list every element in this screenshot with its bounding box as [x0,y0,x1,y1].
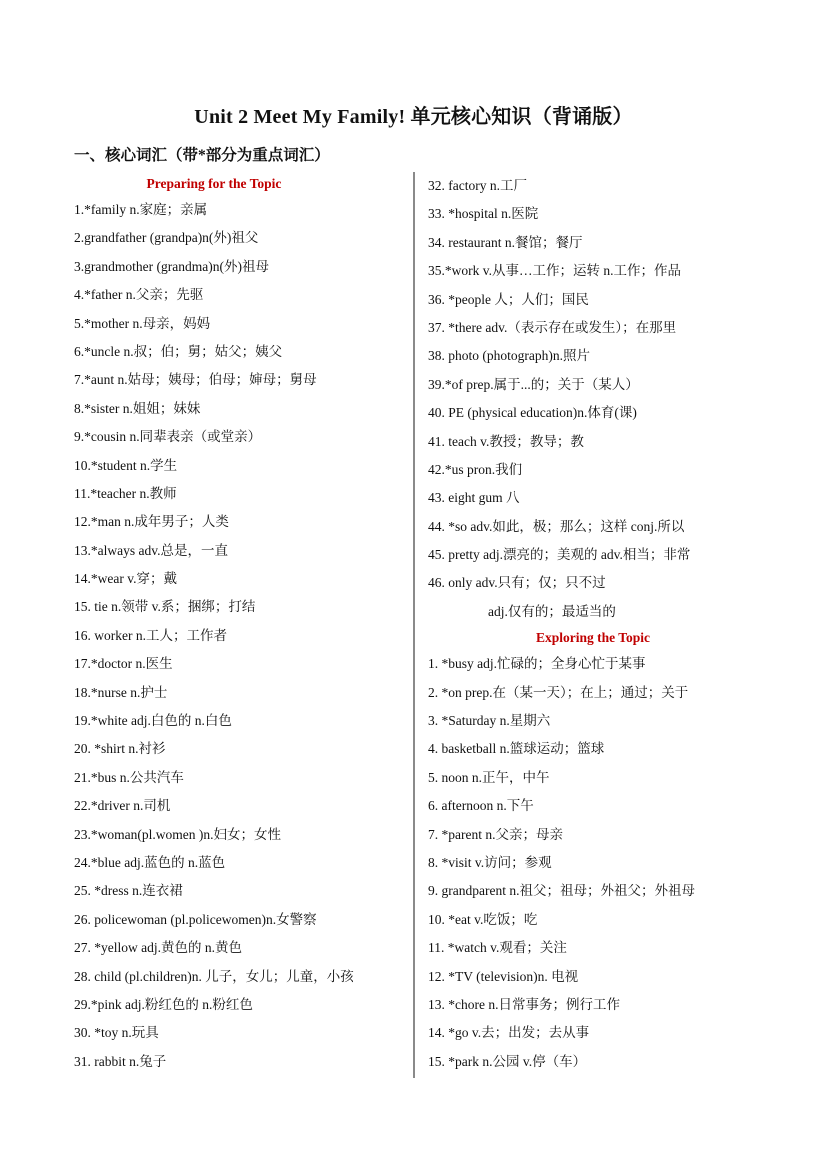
vocab-item: 37. *there adv.（表示存在或发生）；在那里 [428,319,677,335]
vocab-item: 46. only adv.只有；仅；只不过 [428,575,606,591]
vocab-list-left [74,196,404,1076]
vocab-item: 13.*always adv.总是，一直 [74,542,228,558]
vocab-item: 24.*blue adj.蓝色的 n.蓝色 [74,854,226,870]
vocab-item: 4. basketball n.篮球运动；篮球 [428,741,605,757]
vocab-item: 43. eight gum 八 [428,490,520,506]
vocab-item: 12.*man n.成年男子；人类 [74,514,229,530]
vocab-item: 13. *chore n.日常事务；例行工作 [428,996,620,1012]
left-column [74,172,404,1076]
vocab-list-right-b [428,650,758,1076]
vocab-item: 18.*nurse n.护士 [74,684,168,700]
vocab-item: 5. noon n.正午，中午 [428,769,550,785]
vocab-item: 12. *TV (television)n. 电视 [428,968,579,984]
subheading-exploring: Exploring the Topic [535,630,651,646]
vocab-list-right-a [428,172,758,626]
vocab-item: 7. *parent n.父亲；母亲 [428,826,563,842]
vocab-item: adj.仅有的；最适当的 [488,603,616,619]
vocab-item: 15. tie n.领带 v.系；捆绑；打结 [74,599,256,615]
vocab-item: 10. *eat v.吃饭；吃 [428,911,538,927]
vocab-item: 7.*aunt n.姑母；姨母；伯母；婶母；舅母 [74,372,317,388]
vocab-item: 27. *yellow adj.黄色的 n.黄色 [74,940,242,956]
vocab-item: 38. photo (photograph)n.照片 [428,348,590,364]
vocab-item: 20. *shirt n.衬衫 [74,741,166,757]
section-heading: 一、核心词汇（带*部分为重点词汇） [74,147,330,164]
vocab-item: 36. *people 人；人们；国民 [428,291,589,307]
vocab-item: 14.*wear v.穿；戴 [74,571,177,587]
vocab-item: 23.*woman(pl.women )n.妇女；女性 [74,826,281,842]
vocab-item: 3.grandmother (grandma)n(外)祖母 [74,258,269,274]
vocab-item: 41. teach v.教授；教导；教 [428,433,584,449]
vocab-item: 6.*uncle n.叔；伯；舅；姑父；姨父 [74,343,283,359]
vocab-item: 6. afternoon n.下午 [428,798,534,814]
vocab-item: 14. *go v.去；出发；去从事 [428,1025,590,1041]
document-title: Unit 2 Meet My Family! 单元核心知识（背诵版） [194,106,633,128]
vocab-item: 30. *toy n.玩具 [74,1025,159,1041]
vocab-item: 39.*of prep.属于...的；关于（某人） [428,376,639,392]
vocab-item: 33. *hospital n.医院 [428,206,539,222]
vocab-item: 35.*work v.从事…工作；运转 n.工作；作品 [428,263,681,279]
right-column [428,172,758,1076]
vocab-item: 42.*us pron.我们 [428,461,523,477]
vocab-item: 26. policewoman (pl.policewomen)n.女警察 [74,911,317,927]
vocab-item: 29.*pink adj.粉红色的 n.粉红色 [74,996,253,1012]
subheading-preparing: Preparing for the Topic [146,176,282,191]
vocab-item: 31. rabbit n.兔子 [74,1053,167,1069]
vocab-item: 19.*white adj.白色的 n.白色 [74,713,232,729]
vocab-item: 21.*bus n.公共汽车 [74,769,184,785]
vocab-item: 16. worker n.工人；工作者 [74,627,227,643]
vocab-item: 15. *park n.公园 v.停（车） [428,1053,587,1069]
vocab-item: 22.*driver n.司机 [74,798,171,814]
vocab-item: 32. factory n.工厂 [428,178,527,193]
vocab-item: 2.grandfather (grandpa)n(外)祖父 [74,230,259,246]
vocab-item: 11.*teacher n.教师 [74,485,177,501]
vocab-item: 11. *watch v.观看；关注 [428,940,567,956]
vocab-item: 1. *busy adj.忙碌的；全身心忙于某事 [428,656,646,672]
vocab-item: 45. pretty adj.漂亮的；美观的 adv.相当；非常 [428,547,691,563]
vocab-item: 34. restaurant n.餐馆；餐厅 [428,234,583,250]
vocab-item: 2. *on prep.在（某一天）；在上；通过；关于 [428,684,689,700]
vocab-item: 5.*mother n.母亲，妈妈 [74,315,211,331]
vocab-item: 10.*student n.学生 [74,457,178,473]
vocab-item: 8.*sister n.姐姐；妹妹 [74,400,201,416]
column-divider [413,172,415,1078]
vocab-item: 4.*father n.父亲；先驱 [74,287,204,303]
vocab-item: 40. PE (physical education)n.体育(课) [428,405,637,421]
vocab-item: 9. grandparent n.祖父；祖母；外祖父；外祖母 [428,883,695,899]
vocab-item: 28. child (pl.children)n. 儿子，女儿；儿童，小孩 [74,968,354,984]
vocab-item: 9.*cousin n.同辈表亲（或堂亲） [74,429,262,445]
vocab-item: 25. *dress n.连衣裙 [74,883,183,899]
vocab-item: 1.*family n.家庭；亲属 [74,202,208,217]
vocab-item: 3. *Saturday n.星期六 [428,713,551,729]
vocab-item: 44. *so adv.如此，极；那么；这样 conj.所以 [428,518,685,534]
vocab-item: 8. *visit v.访问；参观 [428,854,552,870]
vocab-item: 17.*doctor n.医生 [74,656,173,672]
